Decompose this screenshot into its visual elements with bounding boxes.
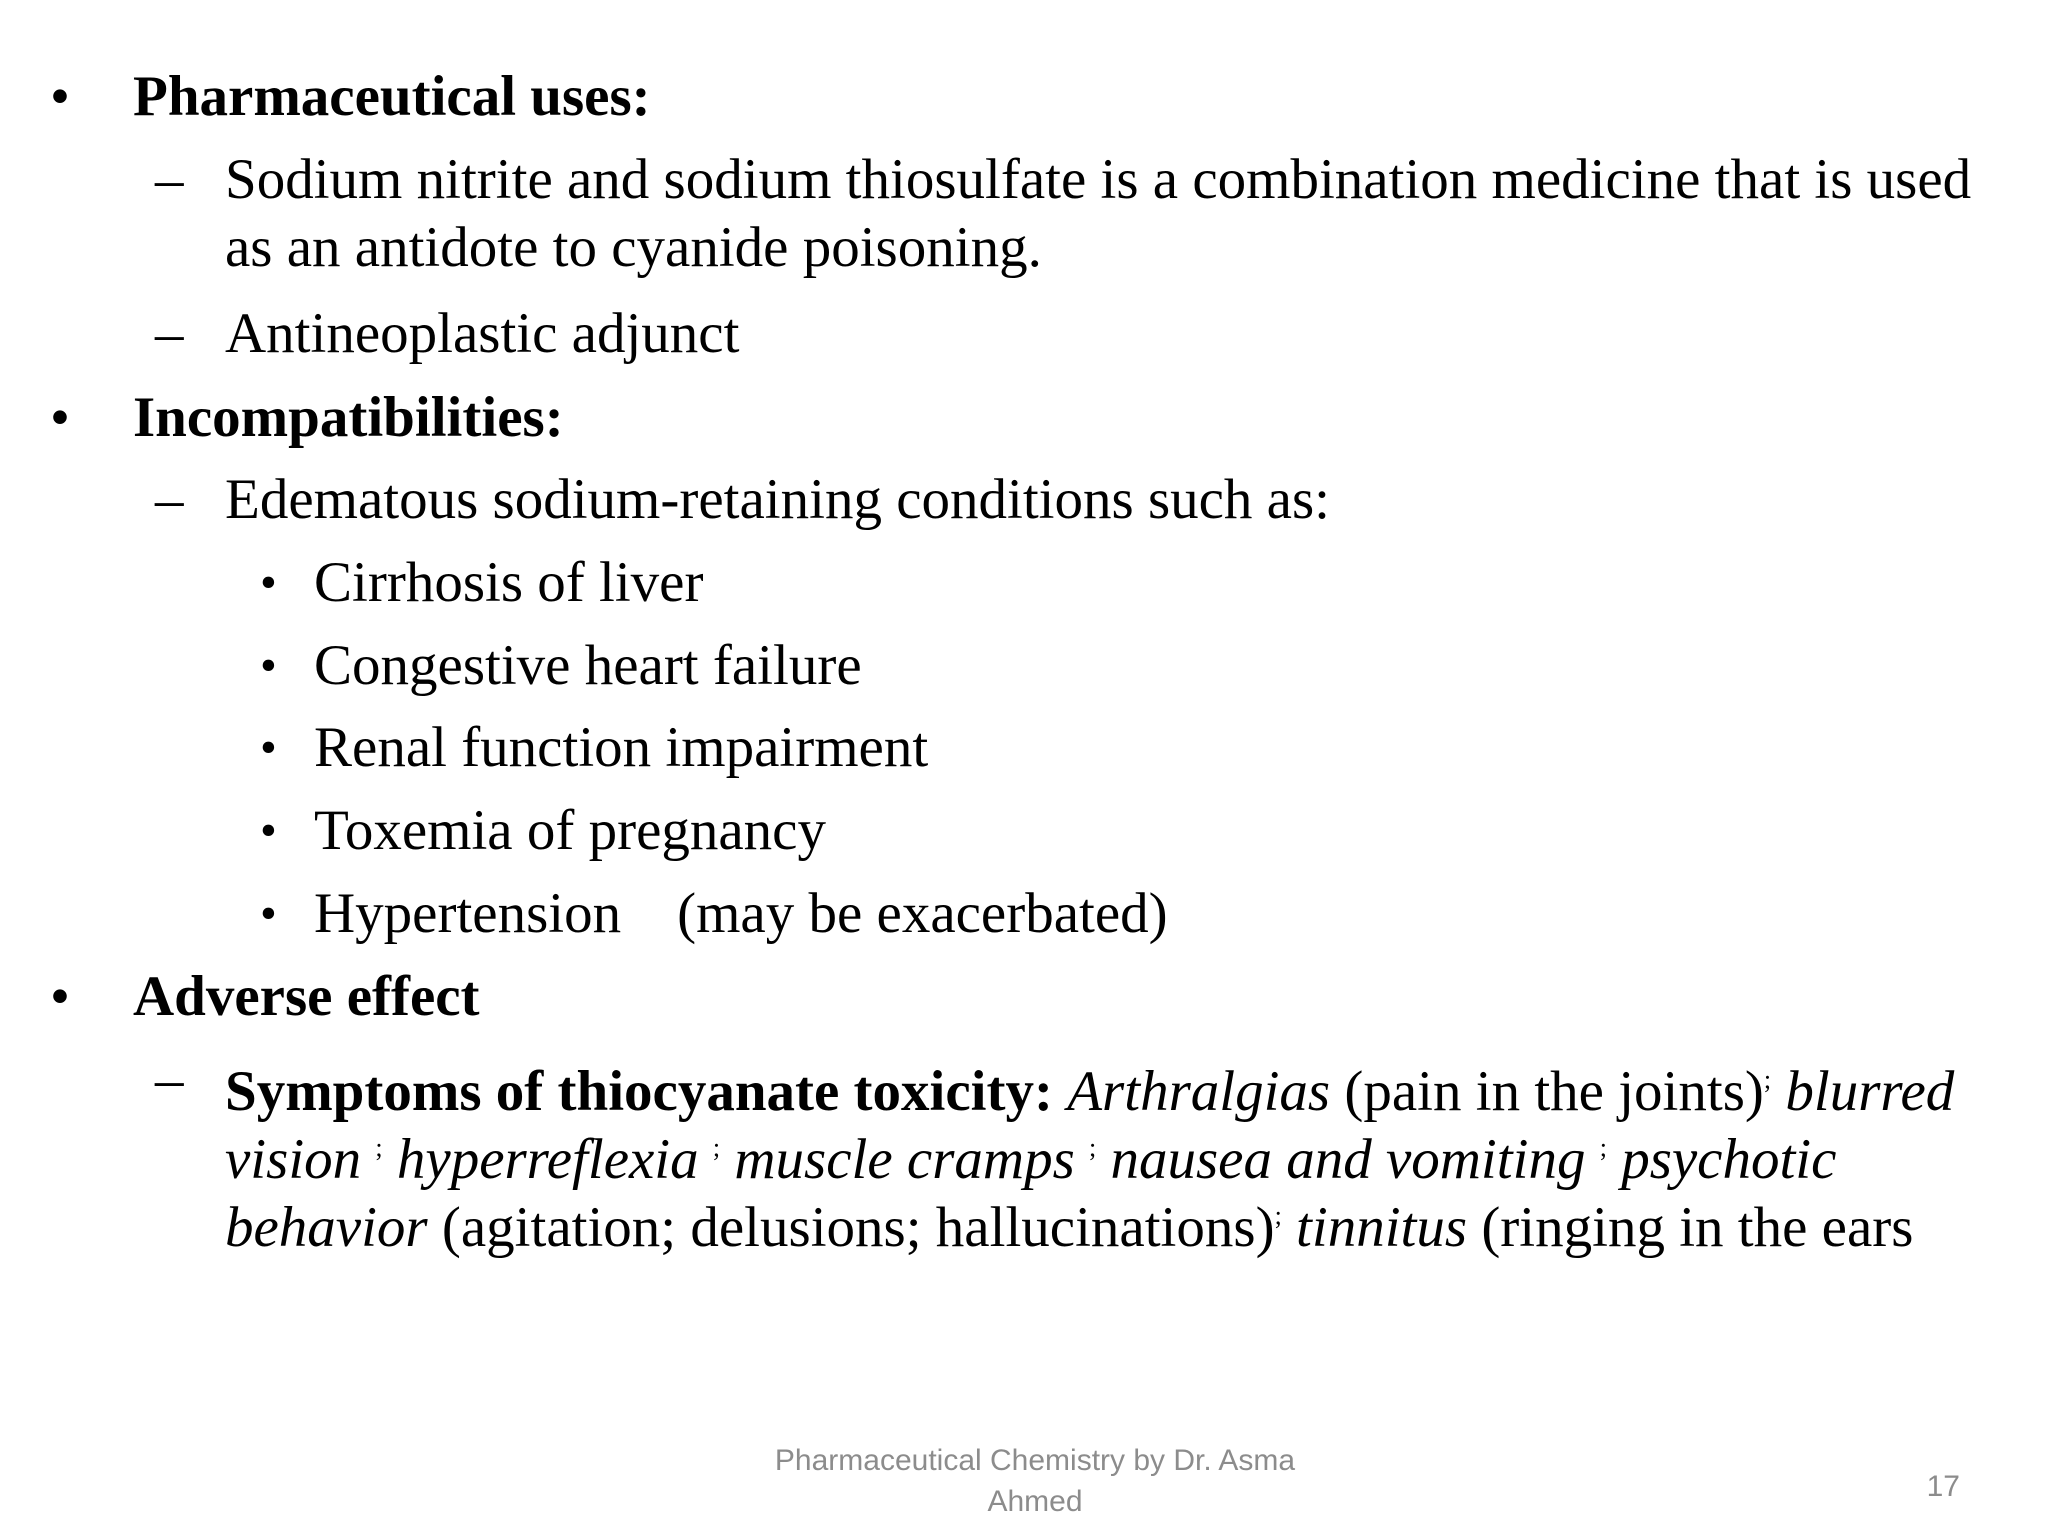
- dash-marker: –: [155, 1048, 184, 1111]
- bullet-marker: •: [50, 965, 70, 1028]
- sub-item-text: Renal function impairment: [314, 716, 929, 779]
- heading-text: Incompatibilities:: [133, 386, 564, 449]
- symptom-tinnitus: tinnitus: [1296, 1196, 1468, 1259]
- symptom-psychotic: psychotic: [1621, 1128, 1837, 1191]
- separator: ;: [1274, 1201, 1282, 1230]
- bullet-marker: •: [50, 386, 70, 449]
- separator: ;: [1763, 1065, 1772, 1094]
- separator: ;: [712, 1133, 721, 1162]
- symptom-behavior: behavior: [225, 1196, 428, 1259]
- sub-item-text: [314, 880, 1168, 948]
- arthralgias-note: (pain in the joints): [1344, 1060, 1764, 1123]
- tinnitus-note: (ringing in the ears: [1481, 1196, 1914, 1259]
- symptom-vision: vision: [225, 1128, 362, 1191]
- bullet-marker: •: [260, 887, 277, 940]
- list-item-text: as an antidote to cyanide poisoning.: [225, 216, 1042, 279]
- list-item-text: Sodium nitrite and sodium thiosulfate is a combination medicine that is used: [225, 148, 1972, 211]
- page-number: 17: [1926, 1470, 1960, 1503]
- sub-item-text: Cirrhosis of liver: [314, 551, 704, 614]
- footer-line-2: Ahmed: [987, 1485, 1083, 1518]
- dash-marker: –: [155, 148, 184, 211]
- sub-item-text: Congestive heart failure: [314, 634, 862, 697]
- heading-text: Adverse effect: [133, 965, 480, 1028]
- footer-line-1: Pharmaceutical Chemistry by Dr. Asma: [774, 1444, 1296, 1477]
- slide-footer: [735, 1440, 1335, 1522]
- bullet-marker: •: [260, 721, 277, 774]
- list-item-text: Antineoplastic adjunct: [225, 302, 740, 365]
- dash-marker: –: [155, 468, 184, 531]
- separator: ;: [1599, 1133, 1607, 1162]
- list-item-text: [225, 1182, 1913, 1262]
- bullet-marker: •: [260, 639, 277, 692]
- thiocyanate-lead: Symptoms of thiocyanate toxicity:: [225, 1060, 1053, 1123]
- separator: ;: [1089, 1133, 1097, 1162]
- dash-marker: –: [155, 302, 184, 365]
- hypertension-label: Hypertension: [314, 882, 622, 945]
- behavior-note: (agitation; delusions; hallucinations): [441, 1196, 1275, 1259]
- symptom-nausea: nausea and vomiting: [1110, 1128, 1586, 1191]
- bullet-marker: •: [50, 65, 70, 128]
- symptom-muscle-cramps: muscle cramps: [734, 1128, 1075, 1191]
- symptom-blurred: blurred: [1785, 1060, 1955, 1123]
- sub-item-text: Toxemia of pregnancy: [314, 799, 826, 862]
- hypertension-note: (may be exacerbated): [677, 882, 1168, 945]
- symptom-hyperreflexia: hyperreflexia: [396, 1128, 699, 1191]
- bullet-marker: •: [260, 804, 277, 857]
- list-item-text: Edematous sodium-retaining conditions such as:: [225, 468, 1330, 531]
- heading-text: Pharmaceutical uses:: [133, 65, 651, 128]
- symptom-arthralgias: Arthralgias: [1067, 1060, 1331, 1123]
- bullet-marker: •: [260, 556, 277, 609]
- separator: ;: [375, 1133, 383, 1162]
